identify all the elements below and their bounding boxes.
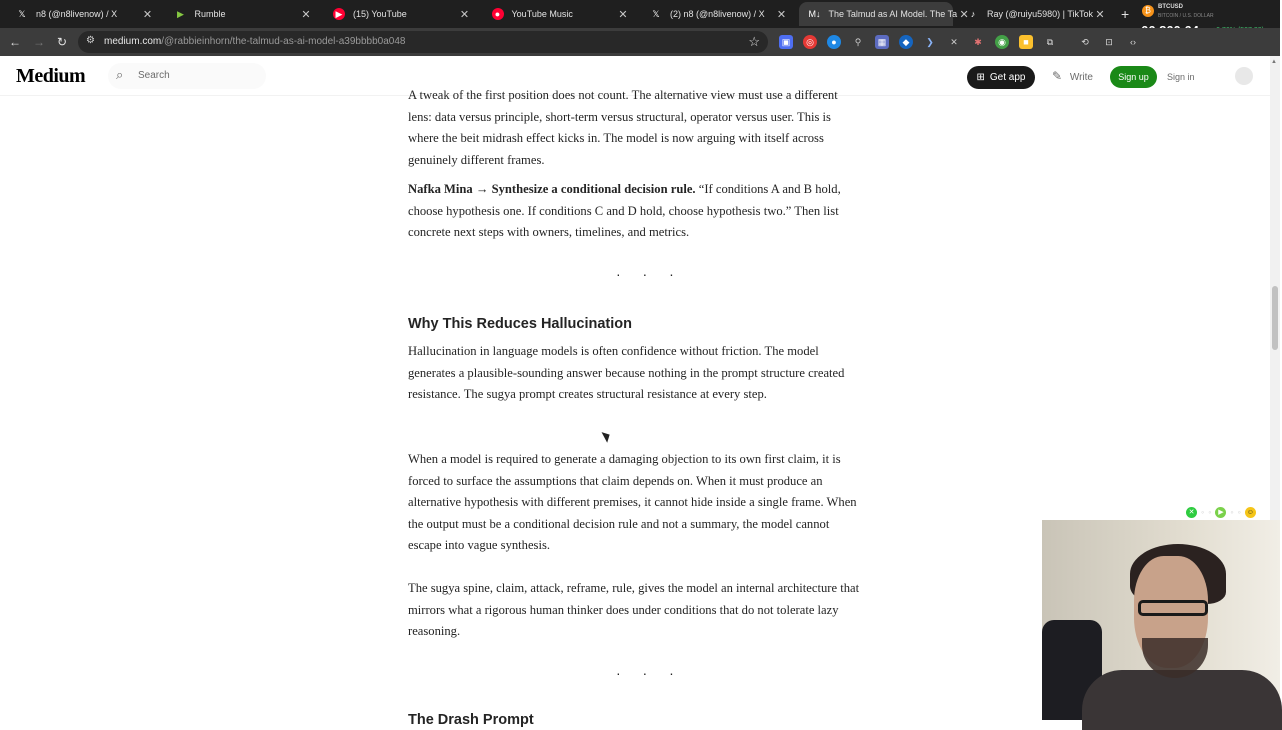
status-icon: ▶ xyxy=(1215,507,1226,518)
tab-title: Rumble xyxy=(194,9,226,19)
article-paragraph: A tweak of the first position does not count. The alternative view must use a different lens: data versus principle, short-term versus structural, operator versus user. This is where the beit midrash effect kicks in. The model is now arguing with itself across genuinely different frames. xyxy=(408,88,838,167)
webcam-glasses xyxy=(1138,600,1208,616)
close-tab-icon[interactable]: ✕ xyxy=(959,8,969,21)
article-paragraph xyxy=(408,179,863,244)
ticker-pair: BITCOIN / U.S. DOLLAR xyxy=(1158,13,1214,19)
youtube-music-icon: ● xyxy=(492,8,504,20)
tab-title: (2) n8 (@n8livenow) / X xyxy=(670,9,765,19)
url-path: /@rabbieinhorn/the-talmud-as-ai-model-a39bbbb0a048 xyxy=(161,36,406,47)
search-input[interactable]: Search xyxy=(138,70,170,81)
forward-arrow-icon[interactable]: → xyxy=(33,35,45,49)
close-tab-icon[interactable]: ✕ xyxy=(301,8,311,21)
tiktok-icon: ♪ xyxy=(970,9,976,19)
avatar[interactable] xyxy=(1235,67,1253,85)
tab-title: YouTube Music xyxy=(511,9,573,19)
scroll-up-arrow-icon[interactable]: ▲ xyxy=(1271,59,1277,65)
close-tab-icon[interactable]: ✕ xyxy=(776,8,787,21)
browser-tab[interactable] xyxy=(799,2,969,26)
history-icon[interactable]: ⟲ xyxy=(1081,37,1089,47)
tab-title: The Talmud as AI Model. The Ta xyxy=(828,9,958,19)
extension-icon[interactable]: ■ xyxy=(1019,35,1033,49)
extension-icon[interactable]: ◉ xyxy=(995,35,1009,49)
extension-icon[interactable]: ⚲ xyxy=(854,37,862,47)
scrollbar-thumb[interactable] xyxy=(1272,286,1278,350)
close-tab-icon[interactable]: ✕ xyxy=(1095,8,1105,21)
tab-title: n8 (@n8livenow) / X xyxy=(36,9,118,19)
grid-icon: ⊞ xyxy=(976,72,985,83)
youtube-icon: ▶ xyxy=(333,8,345,20)
url-host: medium.com xyxy=(104,36,162,47)
article-paragraph: Hallucination in language models is often confidence without friction. The model generates a plausible-sounding answer because nothing in the prompt structure created resistance. The sugya prompt creates structural resistance at every step. xyxy=(408,344,845,401)
browser-tab[interactable] xyxy=(957,2,1112,26)
sign-in-link[interactable]: Sign in xyxy=(1167,72,1195,82)
browser-tab[interactable] xyxy=(6,2,161,26)
reload-icon[interactable]: ↻ xyxy=(56,35,68,49)
status-icon: ◦ xyxy=(1201,507,1205,517)
browser-tab[interactable] xyxy=(323,2,478,26)
bookmark-star-icon[interactable]: ☆ xyxy=(748,34,760,49)
close-tab-icon[interactable]: ✕ xyxy=(459,8,470,21)
extension-icon[interactable]: ▦ xyxy=(875,35,889,49)
bitcoin-icon: ₿ xyxy=(1142,5,1154,17)
nafka-mina-text: “If conditions A and B hold, choose hypothesis one. If conditions C and D hold, choose hypothesis two.” Then list concrete next steps with owners, timelines, and metrics. xyxy=(408,182,841,239)
medium-icon: M↓ xyxy=(808,9,821,19)
extension-icon[interactable]: ❯ xyxy=(926,37,934,47)
browser-tab[interactable] xyxy=(640,2,795,26)
medium-logo[interactable]: Medium xyxy=(16,65,86,87)
extension-icon[interactable]: ✱ xyxy=(974,37,982,47)
status-icon: ☺ xyxy=(1246,508,1254,516)
extension-icon[interactable]: ◆ xyxy=(899,35,913,49)
write-button[interactable] xyxy=(1052,69,1093,83)
tab-title: Ray (@ruiyu5980) | TikTok xyxy=(987,9,1094,19)
extension-icon[interactable]: ✕ xyxy=(950,37,958,47)
next-section-heading: The Drash Prompt xyxy=(408,712,534,728)
extensions-puzzle-icon[interactable]: ⧉ xyxy=(1046,37,1054,47)
x-logo-icon: 𝕏 xyxy=(652,8,660,19)
search-box[interactable] xyxy=(108,63,266,89)
extension-icon[interactable]: ● xyxy=(827,35,841,49)
section-separator: · · · xyxy=(616,665,683,681)
browser-toolbar xyxy=(0,28,1280,56)
status-icon: ◦ xyxy=(1230,507,1234,517)
browser-tab-strip xyxy=(0,0,1280,28)
webcam-overlay xyxy=(1042,520,1280,720)
screenshot-icon[interactable]: ⊡ xyxy=(1105,37,1113,47)
extension-icon[interactable]: ◎ xyxy=(803,35,817,49)
write-pencil-icon: ✎ xyxy=(1052,69,1063,83)
close-tab-icon[interactable]: ✕ xyxy=(142,8,153,21)
write-label: Write xyxy=(1069,72,1093,83)
back-arrow-icon[interactable]: ← xyxy=(9,35,21,49)
url-text[interactable] xyxy=(104,36,405,47)
devtools-icon[interactable]: ‹› xyxy=(1130,37,1136,47)
section-heading: Why This Reduces Hallucination xyxy=(408,316,632,332)
webcam-shirt xyxy=(1082,670,1282,730)
browser-tab[interactable] xyxy=(482,2,637,26)
new-tab-button[interactable]: + xyxy=(1121,6,1130,22)
stream-status-icons xyxy=(1186,505,1260,519)
tab-title: (15) YouTube xyxy=(353,9,407,19)
status-icon: ◦ xyxy=(1237,507,1241,517)
get-app-button[interactable] xyxy=(967,66,1035,89)
close-tab-icon[interactable]: ✕ xyxy=(618,8,628,21)
status-icon: ◦ xyxy=(1208,507,1212,517)
ticker-symbol: BTCUSD xyxy=(1158,4,1183,10)
section-separator: · · · xyxy=(616,266,683,282)
extension-icon[interactable]: ▣ xyxy=(779,35,793,49)
address-bar[interactable] xyxy=(78,31,768,53)
sign-up-button[interactable]: Sign up xyxy=(1110,66,1157,88)
nafka-mina-bold: Nafka Mina → Synthesize a conditional decision rule. xyxy=(408,182,696,196)
search-icon: ⌕ xyxy=(116,67,124,82)
article-paragraph: When a model is required to generate a damaging objection to its own first claim, it is forced to surface the assumptions that claim depends on. When it must produce an alternative hypothesis with different premises, it cannot hide inside a single frame. When the output must be a conditional decision rule and not a summary, the model cannot escape into vague synthesis. xyxy=(408,452,857,552)
status-icon: ✕ xyxy=(1186,507,1197,518)
get-app-label: Get app xyxy=(989,72,1026,83)
article-body xyxy=(408,88,863,728)
browser-tab[interactable] xyxy=(165,2,320,26)
x-logo-icon: 𝕏 xyxy=(18,8,26,19)
article-paragraph: The sugya spine, claim, attack, reframe, rule, gives the model an internal architecture that mirrors what a rigorous human thinker does under conditions that do not tolerate lazy reasoning. xyxy=(408,581,860,638)
rumble-icon: ▶ xyxy=(177,8,184,19)
site-info-icon[interactable]: ⚙ xyxy=(86,35,95,46)
